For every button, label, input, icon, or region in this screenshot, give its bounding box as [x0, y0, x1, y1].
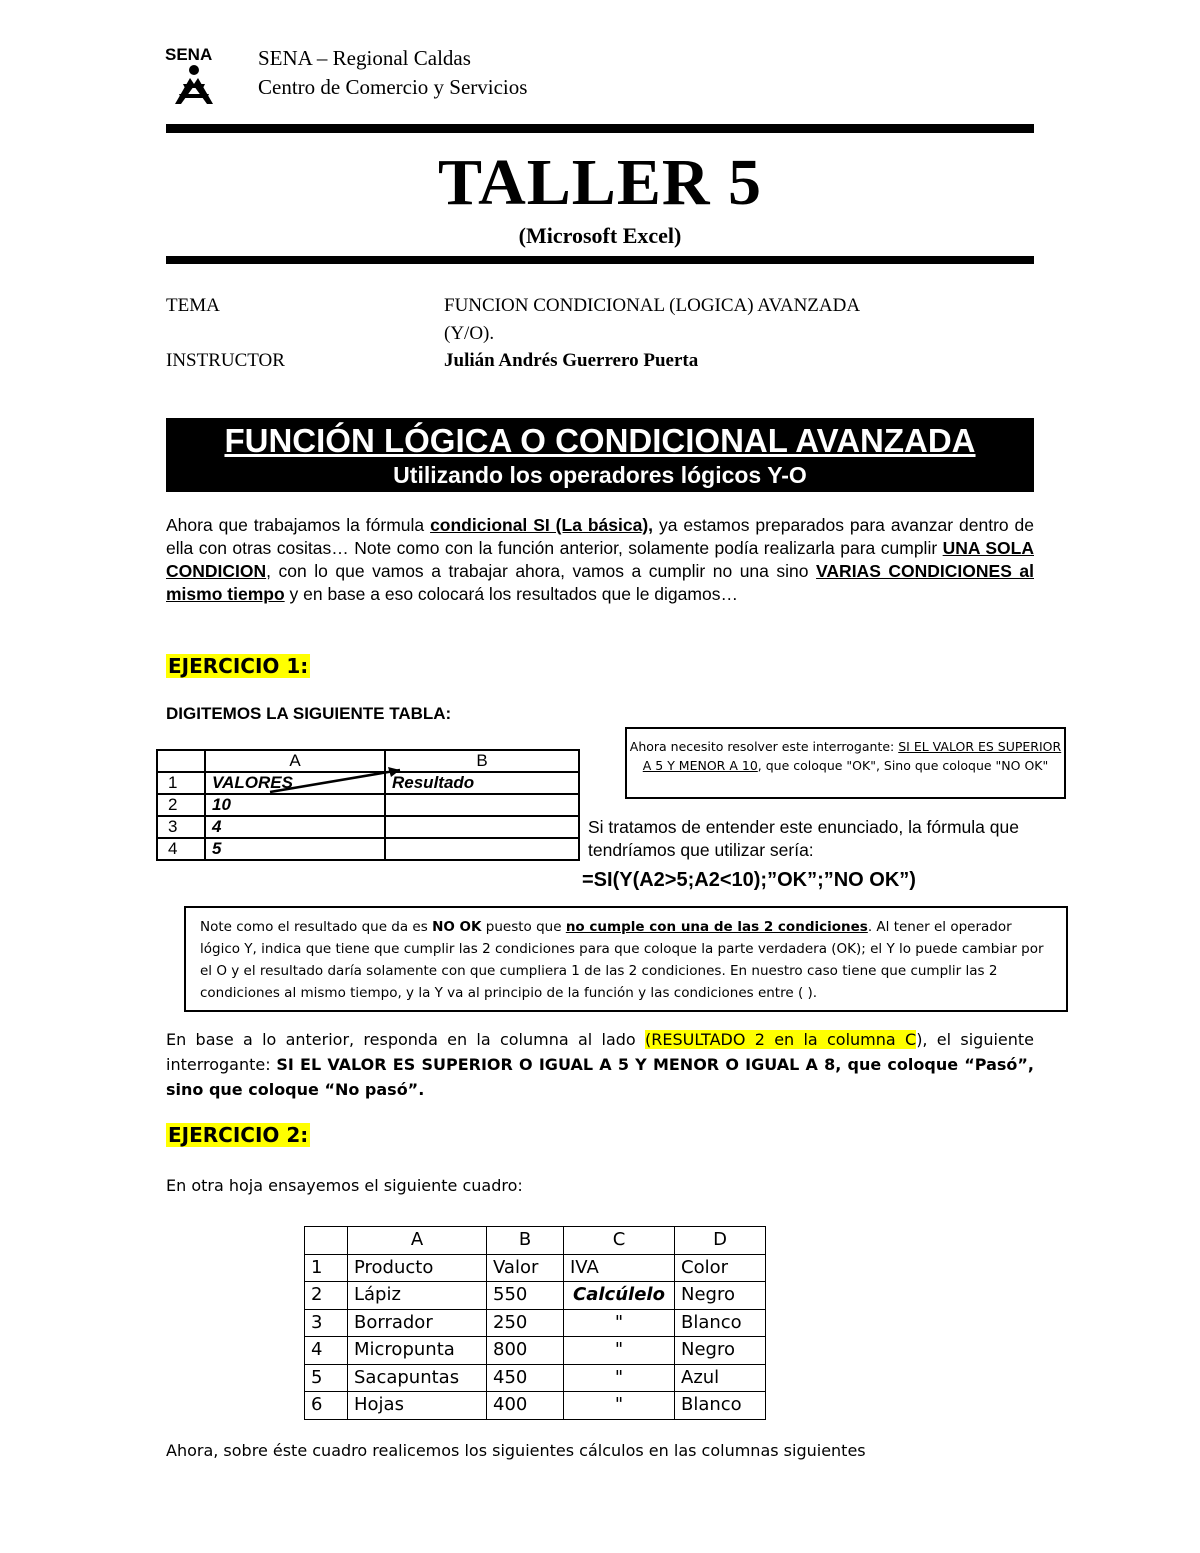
- page-subtitle: (Microsoft Excel): [518, 223, 682, 248]
- table-row: [305, 1309, 766, 1337]
- cell-b4: [385, 838, 579, 860]
- arrow-icon: [260, 758, 420, 798]
- cell-valor: 450: [487, 1364, 564, 1392]
- row-number: 2: [305, 1282, 348, 1310]
- question-paragraph: [166, 1027, 1034, 1102]
- question-box-text-1: Ahora necesito resolver este interrogante:: [629, 739, 899, 754]
- note-text-3: . Al tener el operador lógico Y, indica que tiene que cumplir las 2 condiciones para que coloque la parte verdadera (OK); el Y lo puede cambiar por el O y el resultado daría solamente con que cumpliera 1 de las 2 condiciones. En nuestro caso tiene que cumplir las 2 condiciones al mismo tiempo, y la Y va al principio de la función y las condiciones entre ( ).: [200, 919, 1044, 1001]
- cell-a3: 4: [205, 816, 385, 838]
- cell-valor: 400: [487, 1392, 564, 1420]
- cell-valor: 800: [487, 1337, 564, 1365]
- row-number: 3: [305, 1309, 348, 1337]
- intro-emphasis-1: condicional SI (La básica),: [430, 515, 654, 535]
- header-rule-top: [166, 124, 1034, 133]
- intro-text-1: Ahora que trabajamos la fórmula: [166, 515, 431, 535]
- cell-valor: 250: [487, 1309, 564, 1337]
- row-number: 6: [305, 1392, 348, 1420]
- row-number: 4: [157, 838, 205, 860]
- question-box-text-2: , que coloque "OK", Sino que coloque "NO OK": [757, 758, 1049, 773]
- banner-subheading: Utilizando los operadores lógicos Y-O: [393, 462, 807, 488]
- sena-logo: [163, 40, 225, 106]
- row-number: 2: [157, 794, 205, 816]
- table-row: [157, 838, 579, 860]
- banner-heading: FUNCIÓN LÓGICA O CONDICIONAL AVANZADA: [224, 422, 976, 459]
- note-bold-1: NO OK: [432, 919, 482, 935]
- instructor-name: Julián Andrés Guerrero Puerta: [444, 350, 699, 371]
- table-row: [157, 816, 579, 838]
- cell-producto: Producto: [348, 1254, 487, 1282]
- page-title: TALLER 5: [437, 146, 762, 219]
- cell-color: Blanco: [675, 1309, 766, 1337]
- cell-producto: Borrador: [348, 1309, 487, 1337]
- row-number: 3: [157, 816, 205, 838]
- cell-color: Blanco: [675, 1392, 766, 1420]
- tema-label: TEMA: [166, 295, 220, 316]
- cell-producto: Lápiz: [348, 1282, 487, 1310]
- closing-text: Ahora, sobre éste cuadro realicemos los siguientes cálculos en las columnas siguientes: [166, 1441, 866, 1460]
- question-highlight: (RESULTADO 2 en la columna C: [645, 1030, 917, 1049]
- question-bold: SI EL VALOR ES SUPERIOR O IGUAL A 5 Y MENOR O IGUAL A 8, que coloque “Pasó”, sino que coloque “No pasó”.: [166, 1055, 1035, 1099]
- section-banner: [166, 418, 1034, 492]
- table-row: [305, 1282, 766, 1310]
- table-row: [305, 1364, 766, 1392]
- cell-producto: Micropunta: [348, 1337, 487, 1365]
- table-row: [305, 1392, 766, 1420]
- intro-text-3: , con lo que vamos a trabajar ahora, vamos a cumplir no una sino: [266, 561, 817, 581]
- cell-color: Negro: [675, 1337, 766, 1365]
- cell-producto: Sacapuntas: [348, 1364, 487, 1392]
- header-org: SENA – Regional Caldas: [258, 46, 471, 70]
- cell-a1: VALORES: [205, 772, 385, 794]
- cell-iva: ": [564, 1364, 675, 1392]
- intro-text-4: y en base a eso colocará los resultados que le digamos…: [284, 584, 738, 604]
- column-header-a: A: [348, 1227, 487, 1255]
- row-number: 1: [305, 1254, 348, 1282]
- column-header-b: B: [487, 1227, 564, 1255]
- tema-value-line2: (Y/O).: [444, 323, 495, 344]
- row-number: 1: [157, 772, 205, 794]
- cell-a2: 10: [205, 794, 385, 816]
- cell-a4: 5: [205, 838, 385, 860]
- table-header-row: [305, 1227, 766, 1255]
- cell-color: Color: [675, 1254, 766, 1282]
- note-text-2: puesto que: [481, 919, 566, 935]
- cell-producto: Hojas: [348, 1392, 487, 1420]
- ejercicio-2-instruction: En otra hoja ensayemos el siguiente cuadro:: [166, 1176, 523, 1195]
- note-bold-2: no cumple con una de las 2 condiciones: [565, 919, 868, 935]
- intro-emphasis-2: UNA SOLA CONDICION: [166, 538, 1034, 581]
- table-row: [305, 1254, 766, 1282]
- question-text-2: ), el siguiente interrogante:: [166, 1030, 1035, 1074]
- table-corner-cell: [305, 1227, 348, 1255]
- cell-iva: ": [564, 1309, 675, 1337]
- intro-paragraph: [166, 514, 1034, 606]
- column-header-d: D: [675, 1227, 766, 1255]
- intro-text-2: ya estamos preparados para avanzar dentro de ella con otras cositas… Note como con la función anterior, solamente podía realizarla para cumplir: [166, 515, 1035, 558]
- question-box-condition: SI EL VALOR ES SUPERIOR A 5 Y MENOR A 10: [642, 739, 1062, 773]
- ejercicio-2-label: EJERCICIO 2:: [168, 1123, 309, 1147]
- cell-valor: 550: [487, 1282, 564, 1310]
- cell-color: Negro: [675, 1282, 766, 1310]
- cell-iva: ": [564, 1392, 675, 1420]
- cell-valor: Valor: [487, 1254, 564, 1282]
- intro-emphasis-3: VARIAS CONDICIONES al mismo tiempo: [166, 561, 1034, 604]
- header-rule-bottom: [166, 256, 1034, 264]
- cell-b3: [385, 816, 579, 838]
- logo-text: SENA: [165, 45, 213, 64]
- formula-text: =SI(Y(A2>5;A2<10);”OK”;”NO OK”): [582, 869, 916, 891]
- ejercicio-1-label: EJERCICIO 1:: [168, 654, 309, 678]
- cell-iva: Calcúlelo: [564, 1282, 675, 1310]
- note-box: [184, 906, 1068, 1012]
- column-header-b: B: [385, 750, 579, 772]
- enunciado-text: Si tratamos de entender este enunciado, la fórmula que tendríamos que utilizar sería:: [588, 817, 1019, 860]
- header-center: Centro de Comercio y Servicios: [258, 75, 528, 99]
- cell-color: Azul: [675, 1364, 766, 1392]
- cell-iva: ": [564, 1337, 675, 1365]
- instructor-label: INSTRUCTOR: [166, 350, 285, 371]
- ejercicio-1-instruction: DIGITEMOS LA SIGUIENTE TABLA:: [166, 704, 452, 723]
- row-number: 4: [305, 1337, 348, 1365]
- column-header-a: A: [205, 750, 385, 772]
- cell-b1: Resultado: [385, 772, 579, 794]
- note-text-1: Note como el resultado que da es: [200, 919, 433, 935]
- column-header-c: C: [564, 1227, 675, 1255]
- question-text-1: En base a lo anterior, responda en la columna al lado: [166, 1030, 645, 1049]
- ejercicio-2-table: [304, 1226, 766, 1420]
- question-box: [625, 727, 1066, 799]
- table-row: [305, 1337, 766, 1365]
- table-corner-cell: [157, 750, 205, 772]
- tema-value-line1: FUNCION CONDICIONAL (LOGICA) AVANZADA: [444, 295, 861, 316]
- row-number: 5: [305, 1364, 348, 1392]
- cell-iva: IVA: [564, 1254, 675, 1282]
